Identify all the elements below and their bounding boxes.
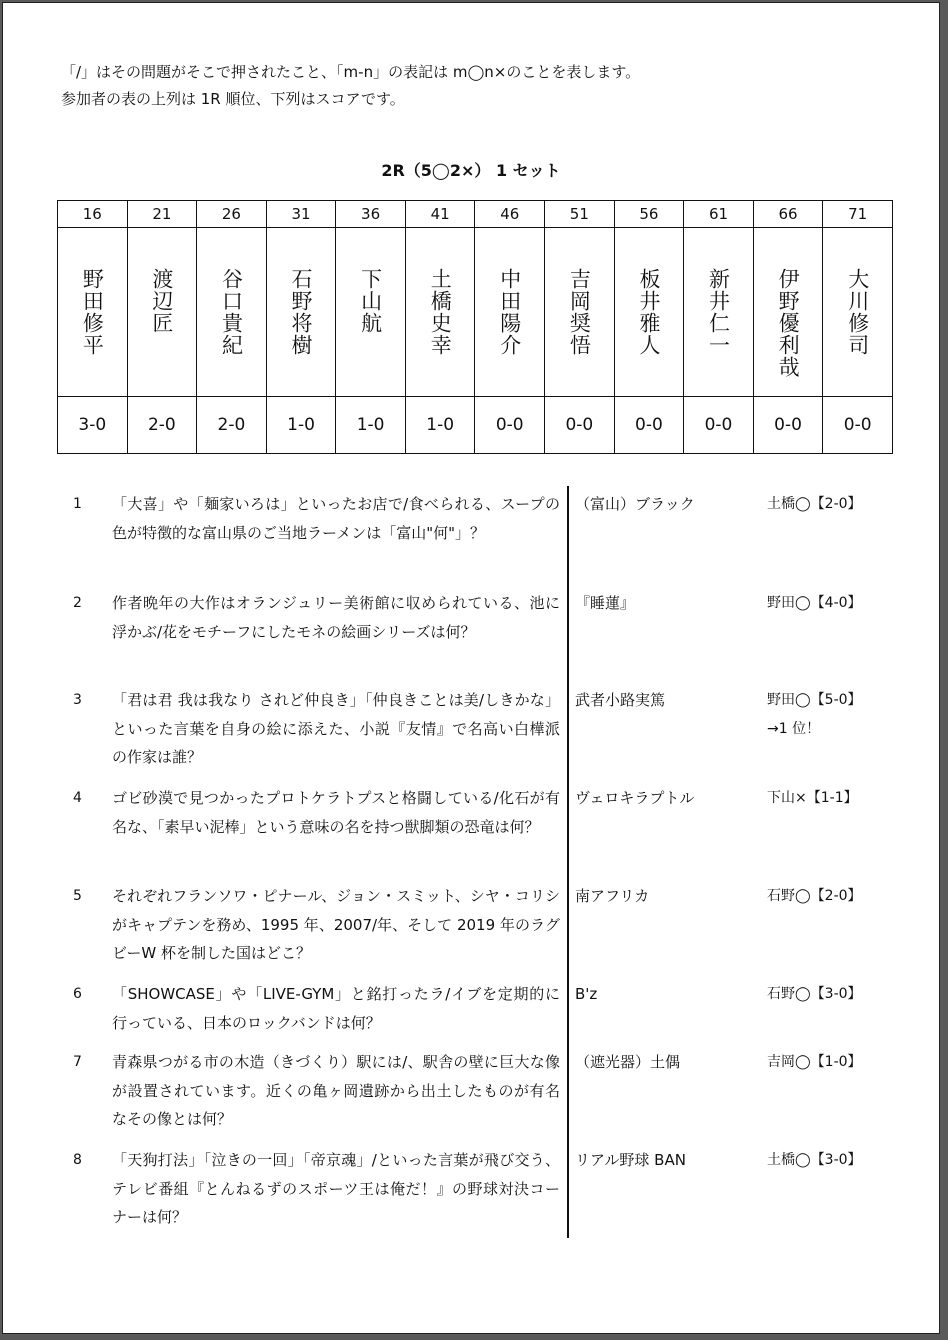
player-score: 0-0 [684,397,754,454]
question-result: 石野◯【3-0】 [767,986,862,1002]
player-score: 0-0 [753,397,823,454]
player-name: 渡辺匠 [149,268,174,334]
question-number: 2 [73,595,82,611]
player-score: 0-0 [475,397,545,454]
question-number: 3 [73,692,82,708]
name-row [58,228,893,397]
question-text: ゴビ砂漠で見つかったプロトケラトプスと格闘している/化石が有名な、「素早い泥棒」という意味の名を持つ獣脚類の恐竜は何？ [112,789,560,836]
player-rank: 46 [475,201,545,228]
player-name: 吉岡奨悟 [567,268,592,356]
question-answer: B'z [575,985,598,1003]
player-rank: 26 [197,201,267,228]
column-divider [567,486,569,1238]
question-result: 野田◯【4-0】 [767,595,862,611]
player-rank: 31 [266,201,336,228]
player-score: 2-0 [127,397,197,454]
question-result: 土橋◯【2-0】 [767,496,862,512]
question-list [57,486,893,1238]
player-name-cell [266,228,336,397]
question-answer: 『睡蓮』 [575,594,636,612]
player-rank: 56 [614,201,684,228]
player-name: 伊野優利哉 [776,268,801,378]
question-result: 下山×【1-1】 [767,790,858,806]
player-score: 0-0 [545,397,615,454]
player-name-cell [614,228,684,397]
question-number: 1 [73,496,82,512]
player-name: 谷口貴紀 [219,268,244,356]
question-number: 6 [73,986,82,1002]
question-answer: （遮光器）土偶 [575,1053,681,1071]
player-name-cell [336,228,406,397]
question-answer: 南アフリカ [575,887,650,905]
player-rank: 41 [405,201,475,228]
player-name: 石野将樹 [289,268,314,356]
question-result: 石野◯【2-0】 [767,888,862,904]
player-name-cell [58,228,128,397]
player-score: 0-0 [823,397,893,454]
player-rank: 66 [753,201,823,228]
question-answer: ヴェロキラプトル [575,789,695,807]
question-result: 野田◯【5-0】 →1 位！ [767,692,862,737]
player-name-cell [823,228,893,397]
player-name: 新井仁一 [706,268,731,356]
intro-line-2: 参加者の表の上列は 1R 順位、下列はスコアです。 [61,90,405,108]
player-score: 1-0 [405,397,475,454]
question-answer: 武者小路実篤 [575,691,666,709]
player-score: 1-0 [336,397,406,454]
player-name-cell [197,228,267,397]
rank-row [58,201,893,228]
player-score: 0-0 [614,397,684,454]
question-text: 青森県つがる市の木造（きづくり）駅には/、駅舎の壁に巨大な像が設置されています。近くの亀ヶ岡遺跡から出土したものが有名なその像とは何？ [112,1053,560,1128]
player-name-cell [684,228,754,397]
player-name: 中田陽介 [497,268,522,356]
player-rank: 21 [127,201,197,228]
question-result: 土橋◯【3-0】 [767,1152,862,1168]
player-score: 2-0 [197,397,267,454]
player-name: 板井雅人 [636,268,661,356]
round-title: 2R（5◯2×） 1 セット [381,161,561,180]
player-score: 3-0 [58,397,128,454]
players-table [57,200,893,454]
intro-line-1: 「/」はその問題がそこで押されたこと、「m-n」の表記は m◯n×のことを表します。 [61,63,641,81]
question-text: それぞれフランソワ・ピナール、ジョン・スミット、シヤ・コリシがキャプテンを務め、1995 年、2007/年、そして 2019 年のラグビーW 杯を制した国はどこ？ [112,887,560,962]
player-rank: 36 [336,201,406,228]
question-result: 吉岡◯【1-0】 [767,1054,862,1070]
document-page [2,2,940,1334]
score-row [58,397,893,454]
question-number: 7 [73,1054,82,1070]
question-number: 8 [73,1152,82,1168]
question-answer: （富山）ブラック [575,495,695,513]
player-name: 下山航 [358,268,383,334]
player-rank: 61 [684,201,754,228]
player-name: 野田修平 [80,268,105,356]
player-name-cell [545,228,615,397]
player-name-cell [475,228,545,397]
question-text: 「君は君 我は我なり されど仲良き」「仲良きことは美/しきかな」といった言葉を自身の絵に添えた、小説『友情』で名高い白樺派の作家は誰？ [112,691,560,766]
question-number: 4 [73,790,82,806]
player-rank: 51 [545,201,615,228]
question-number: 5 [73,888,82,904]
question-text: 「天狗打法」「泣きの一回」「帝京魂」/といった言葉が飛び交う、テレビ番組『とんねるずのスポーツ王は俺だ！』の野球対決コーナーは何？ [112,1151,560,1226]
question-text: 「SHOWCASE」や「LIVE-GYM」と銘打ったラ/イブを定期的に行っている、日本のロックバンドは何？ [112,985,560,1032]
player-name: 土橋史幸 [428,268,453,356]
player-rank: 71 [823,201,893,228]
player-score: 1-0 [266,397,336,454]
question-text: 作者晩年の大作はオランジュリー美術館に収められている、池に浮かぶ/花をモチーフにしたモネの絵画シリーズは何？ [112,594,560,641]
player-name-cell [405,228,475,397]
player-name-cell [753,228,823,397]
player-rank: 16 [58,201,128,228]
intro-notes [61,59,640,113]
player-name-cell [127,228,197,397]
player-name: 大川修司 [845,268,870,356]
question-answer: リアル野球 BAN [575,1151,686,1169]
question-text: 「大喜」や「麺家いろは」といったお店で/食べられる、スープの色が特徴的な富山県のご当地ラーメンは「富山"何"」？ [112,495,560,542]
